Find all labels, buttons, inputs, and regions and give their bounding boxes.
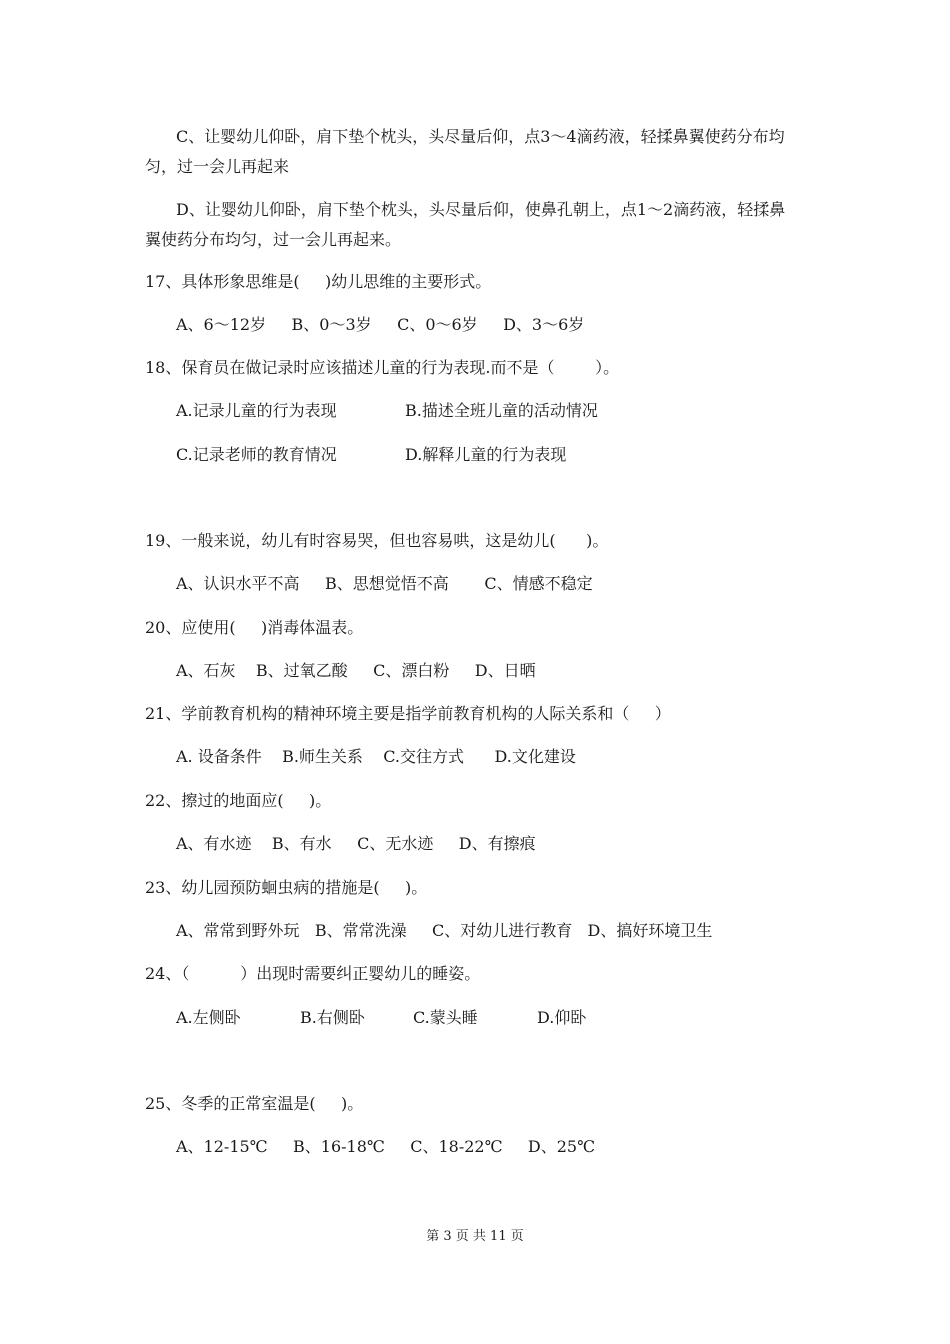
question-18-option-a: A.记录儿童的行为表现: [176, 401, 337, 420]
question-24-option-b: B.右侧卧: [300, 1008, 365, 1027]
question-20-options: A、石灰 B、过氧乙酸 C、漂白粉 D、日晒: [176, 661, 536, 680]
question-21: 21、学前教育机构的精神环境主要是指学前教育机构的人际关系和（ ）: [145, 704, 671, 723]
question-23-options: A、常常到野外玩 B、常常洗澡 C、对幼儿进行教育 D、搞好环境卫生: [176, 921, 713, 940]
question-21-options: A. 设备条件 B.师生关系 C.交往方式 D.文化建设: [176, 747, 576, 766]
question-23: 23、幼儿园预防蛔虫病的措施是( )。: [145, 878, 428, 897]
question-19-options: A、认识水平不高 B、思想觉悟不高 C、情感不稳定: [176, 574, 593, 593]
page-number: 第 3 页 共 11 页: [426, 1229, 524, 1244]
question-24-option-c: C.蒙头睡: [413, 1008, 478, 1027]
question-17: 17、具体形象思维是( )幼儿思维的主要形式。: [145, 272, 492, 291]
question-18: 18、保育员在做记录时应该描述儿童的行为表现.而不是（ ）。: [145, 358, 620, 377]
option-d-line-2: 翼使药分布均匀，过一会儿再起来。: [145, 230, 402, 249]
question-20: 20、应使用( )消毒体温表。: [145, 618, 364, 637]
question-17-options: A、6～12岁 B、0～3岁 C、0～6岁 D、3～6岁: [176, 315, 585, 334]
option-c-line-2: 匀，过一会儿再起来: [145, 157, 290, 176]
question-18-option-b: B.描述全班儿童的活动情况: [405, 401, 598, 420]
option-c-line-1: C、让婴幼儿仰卧，肩下垫个枕头，头尽量后仰，点3～4滴药液，轻揉鼻翼使药分布均: [176, 127, 785, 146]
option-d-line-1: D、让婴幼儿仰卧，肩下垫个枕头，头尽量后仰，使鼻孔朝上，点1～2滴药液，轻揉鼻: [176, 200, 786, 219]
question-18-option-d: D.解释儿童的行为表现: [405, 445, 567, 464]
question-24-option-d: D.仰卧: [537, 1008, 587, 1027]
question-22-options: A、有水迹 B、有水 C、无水迹 D、有擦痕: [176, 834, 536, 853]
question-19: 19、一般来说，幼儿有时容易哭，但也容易哄，这是幼儿( )。: [145, 531, 609, 550]
question-24-option-a: A.左侧卧: [176, 1008, 241, 1027]
question-25: 25、冬季的正常室温是( )。: [145, 1094, 364, 1113]
question-24: 24、（ ）出现时需要纠正婴幼儿的睡姿。: [145, 964, 481, 983]
question-22: 22、擦过的地面应( )。: [145, 791, 332, 810]
question-18-option-c: C.记录老师的教育情况: [176, 445, 337, 464]
question-25-options: A、12-15℃ B、16-18℃ C、18-22℃ D、25℃: [176, 1137, 596, 1156]
